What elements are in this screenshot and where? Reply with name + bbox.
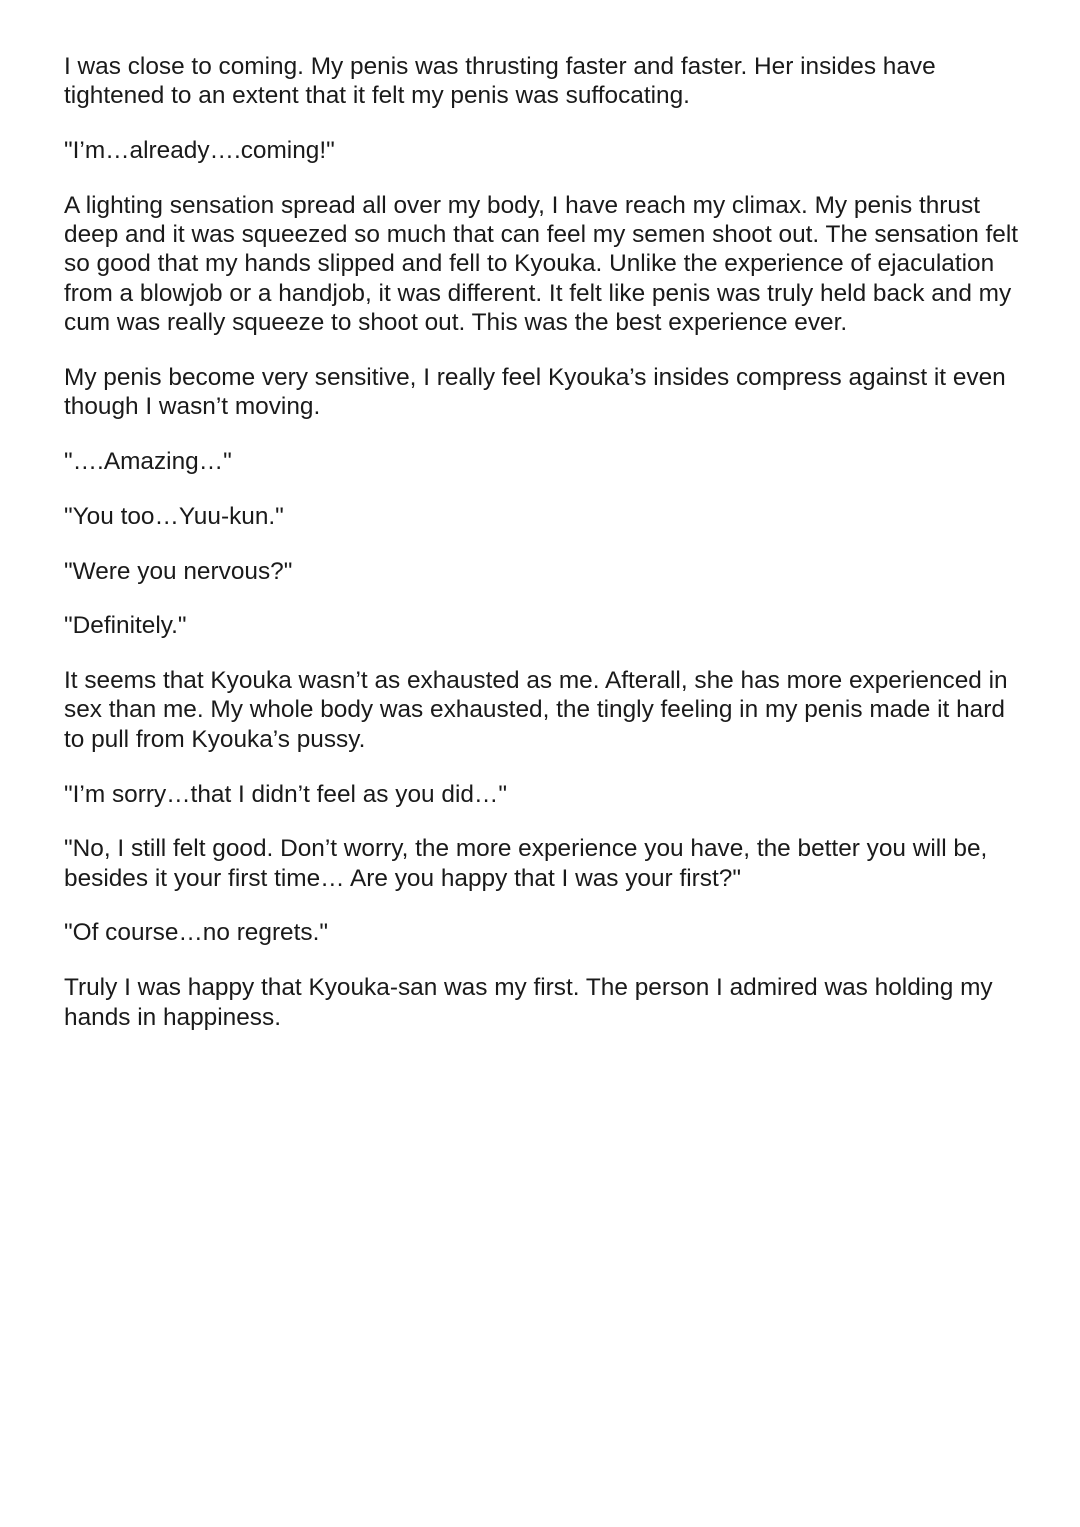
dialogue-line: "Were you nervous?" bbox=[64, 557, 293, 585]
dialogue-line: "….Amazing…" bbox=[64, 447, 232, 475]
dialogue-line: "No, I still felt good. Don’t worry, the more experience you have, the better you will be, besides it your first time… Are you happy that I was your first?" bbox=[64, 835, 988, 892]
document-body bbox=[64, 52, 1024, 1057]
dialogue-line: "Of course…no regrets." bbox=[64, 919, 329, 947]
paragraph: I was close to coming. My penis was thrusting faster and faster. Her insides have tightened to an extent that it felt my penis was suffocating. bbox=[64, 53, 936, 110]
dialogue-line: "I’m sorry…that I didn’t feel as you did…" bbox=[64, 780, 507, 808]
dialogue-line: "You too…Yuu-kun." bbox=[64, 502, 284, 530]
paragraph: My penis become very sensitive, I really feel Kyouka’s insides compress against it even though I wasn’t moving. bbox=[64, 363, 1006, 421]
paragraph: It seems that Kyouka wasn’t as exhausted as me. Afterall, she has more experienced in sex than me. My whole body was exhausted, the tingly feeling in my penis made it hard to pull from Kyouka’s pussy. bbox=[64, 667, 1008, 753]
paragraph: A lighting sensation spread all over my body, I have reach my climax. My penis thrust deep and it was squeezed so much that can feel my semen shoot out. The sensation felt so good that my hands slipped and fell to Kyouka. Unlike the experience of ejaculation from a blowjob or a handjob, it was different. It felt like penis was truly held back and my cum was really squeeze to shoot out. This was the best experience ever. bbox=[64, 191, 1019, 337]
dialogue-line: "I’m…already….coming!" bbox=[64, 137, 335, 165]
paragraph: Truly I was happy that Kyouka-san was my first. The person I admired was holding my hands in happiness. bbox=[64, 974, 993, 1031]
dialogue-line: "Definitely." bbox=[64, 612, 187, 640]
